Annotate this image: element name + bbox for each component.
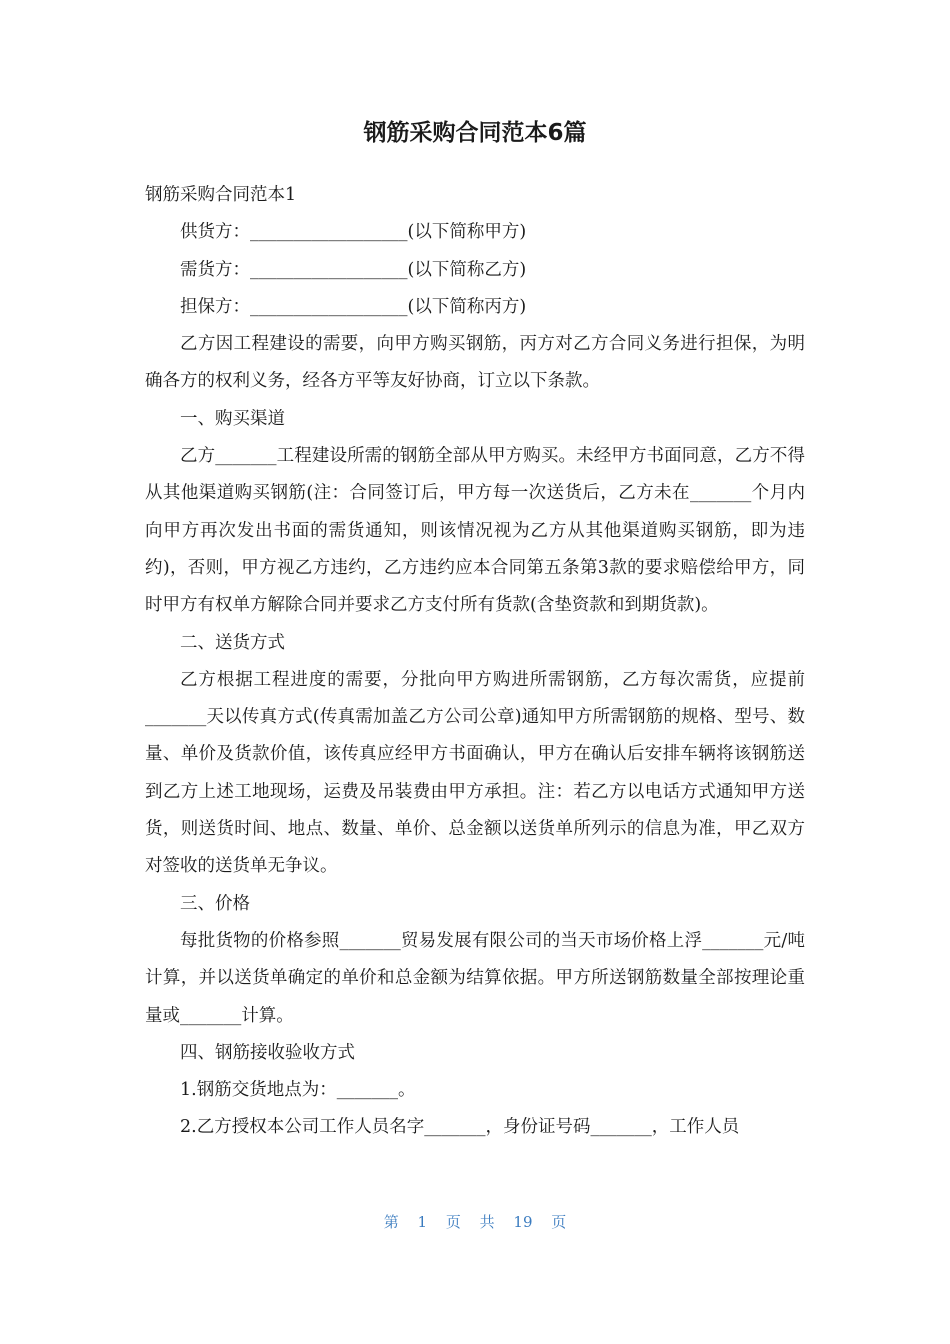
footer-page-label: 页	[445, 1213, 461, 1231]
clause-heading-delivery: 二、送货方式	[180, 632, 285, 653]
clause-body-purchase-channel: 乙方_______工程建设所需的钢筋全部从甲方购买。未经甲方书面同意，乙方不得从其他渠道购买钢筋(注：合同签订后，甲方每一次送货后，乙方未在_______个月内向甲方再次发出书面的需货通知，则该情况视为乙方从其他渠道购买钢筋，即为违约)，否则，甲方视乙方违约，乙方违约应本合同第五条第3款的要求赔偿给甲方，同时甲方有权单方解除合同并要求乙方支付所有货款(含垫资款和到期货款)。	[145, 446, 805, 616]
document-body	[145, 177, 805, 1147]
party-buyer-line: 需货方：__________________(以下简称乙方)	[180, 259, 527, 280]
acceptance-item-2: 2.乙方授权本公司工作人员名字_______，身份证号码_______，工作人员	[180, 1117, 740, 1138]
acceptance-item-1: 1.钢筋交货地点为：_______。	[180, 1080, 416, 1101]
clause-body-price: 每批货物的价格参照_______贸易发展有限公司的当天市场价格上浮_______元/吨计算，并以送货单确定的单价和总金额为结算依据。甲方所送钢筋数量全部按理论重量或_______计算。	[145, 930, 805, 1026]
clause-heading-purchase-channel: 一、购买渠道	[180, 408, 285, 429]
clause-heading-price: 三、价格	[180, 893, 250, 914]
clause-body-delivery: 乙方根据工程进度的需要，分批向甲方购进所需钢筋，乙方每次需货，应提前_______天以传真方式(传真需加盖乙方公司公章)通知甲方所需钢筋的规格、型号、数量、单价及货款价值，该传真应经甲方书面确认，甲方在确认后安排车辆将该钢筋送到乙方上述工地现场，运费及吊装费由甲方承担。注：若乙方以电话方式通知甲方送货，则送货时间、地点、数量、单价、总金额以送货单所列示的信息为准，甲乙双方对签收的送货单无争议。	[145, 669, 805, 877]
footer-prefix: 第	[383, 1213, 399, 1231]
document-title: 钢筋采购合同范本6篇	[363, 120, 587, 146]
section-heading-contract-1: 钢筋采购合同范本1	[145, 185, 297, 205]
preamble-paragraph: 乙方因工程建设的需要，向甲方购买钢筋，丙方对乙方合同义务进行担保，为明确各方的权利义务，经各方平等友好协商，订立以下条款。	[145, 334, 805, 392]
party-guarantor-line: 担保方：__________________(以下简称丙方)	[180, 296, 527, 317]
footer-current-page: 1	[417, 1213, 428, 1231]
party-supplier-line: 供货方：__________________(以下简称甲方)	[180, 222, 527, 243]
footer-total-pages: 19	[513, 1213, 533, 1231]
footer-total-label: 共	[479, 1213, 495, 1231]
page-footer	[0, 1211, 950, 1233]
footer-suffix: 页	[551, 1213, 567, 1231]
clause-heading-acceptance: 四、钢筋接收验收方式	[180, 1042, 355, 1063]
